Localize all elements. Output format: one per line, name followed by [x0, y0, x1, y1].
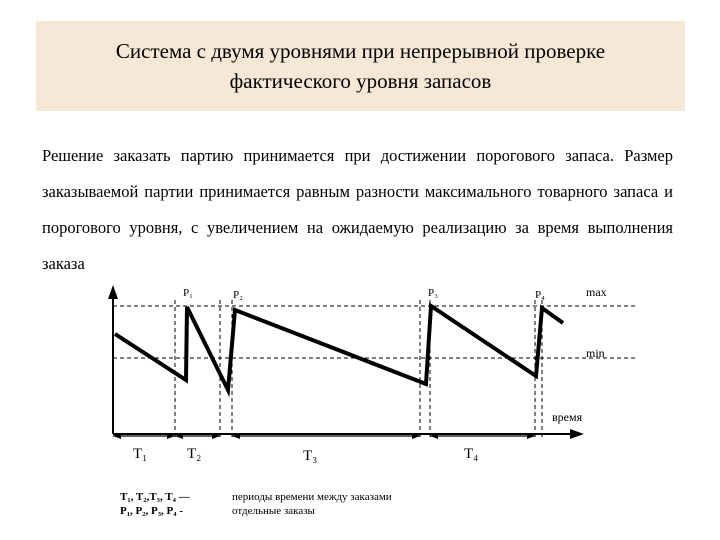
- legend: [120, 491, 392, 517]
- slide-title-line-2: фактического уровня запасов: [229, 69, 492, 93]
- order-label-p2: P₂: [233, 289, 243, 301]
- time-axis-label: время: [552, 410, 583, 424]
- period-label-t4: T₄: [464, 446, 479, 462]
- axes: [113, 298, 575, 434]
- period-label-t2: T₂: [187, 446, 202, 462]
- slide-title-line-1: Система с двумя уровнями при непрерывной проверке: [115, 39, 606, 63]
- y-axis-arrow: [108, 285, 118, 299]
- order-label-p1: P₁: [183, 287, 193, 299]
- legend-line-1-text: периоды времени между заказами: [232, 491, 392, 503]
- period-label-t1: T₁: [133, 446, 148, 462]
- legend-line-2-text: отдельные заказы: [232, 505, 315, 517]
- slide-body-text: Решение заказать партию принимается при достижении порогового запаса. Размер заказываемой партии принимается равным разности максимального товарного запаса и порогового уровня, с увеличением на ожидаемую реализацию за время выполнения заказа: [42, 146, 673, 273]
- order-label-p4: P₄: [535, 289, 545, 301]
- order-label-p3: P₃: [428, 287, 438, 299]
- min-label: min: [586, 346, 605, 360]
- max-label: max: [586, 285, 607, 299]
- legend-line-2-symbols: P₁, P₂, P₃, P₄ -: [120, 505, 183, 517]
- period-label-t3: T₃: [303, 448, 318, 464]
- inventory-curve: [115, 306, 563, 390]
- legend-line-1-symbols: T₁, T₂,T₃, T₄ —: [120, 491, 190, 503]
- x-axis-arrow: [570, 429, 584, 439]
